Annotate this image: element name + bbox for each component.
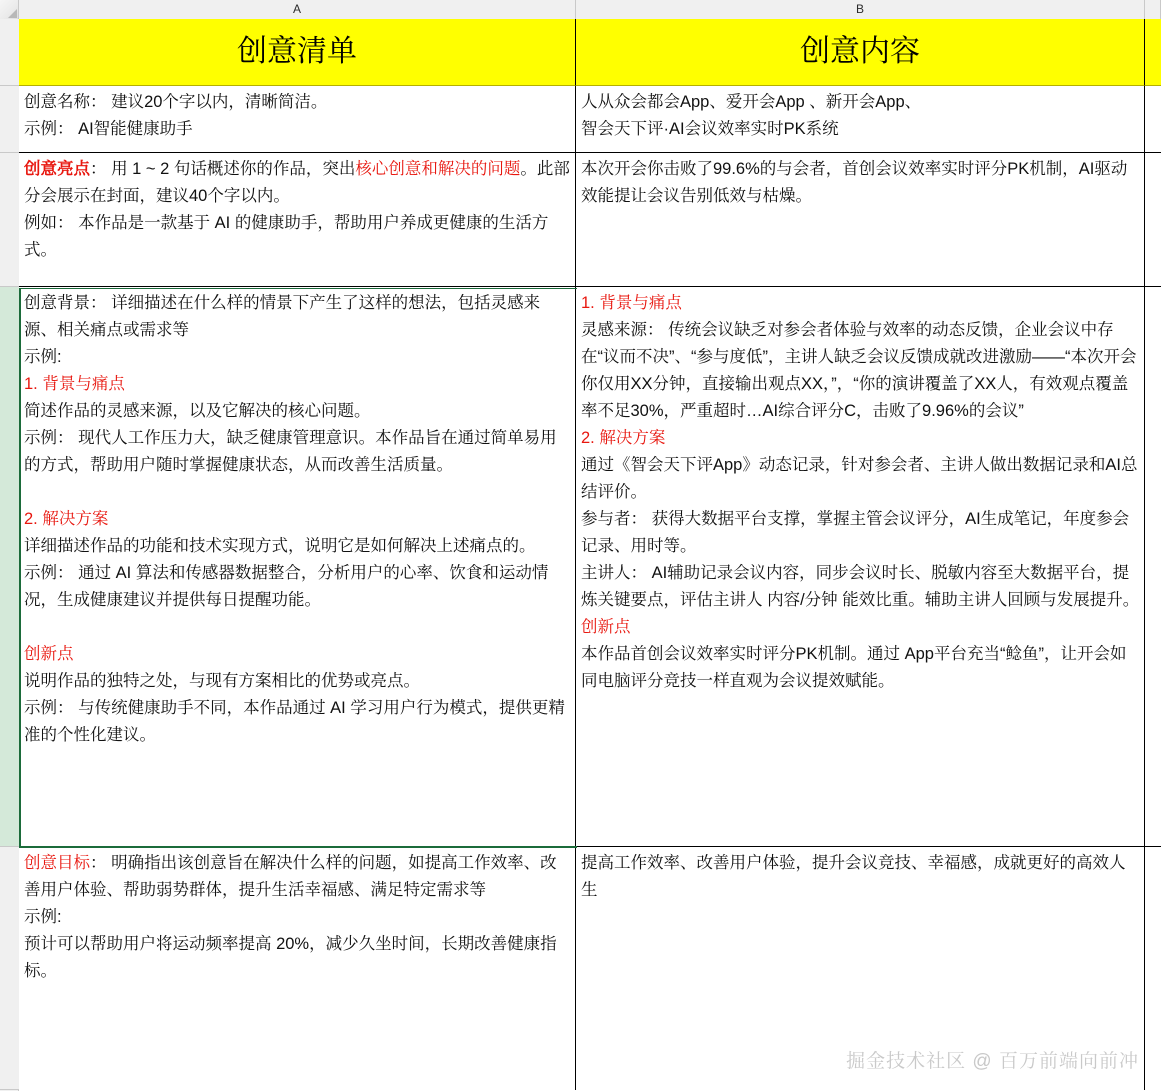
cell-line: 详细描述作品的功能和技术实现方式，说明它是如何解决上述痛点的。 (24, 537, 536, 555)
cell-line: 示例: (24, 348, 62, 366)
cell-a5-goal[interactable] (19, 847, 576, 1090)
cell-line: 创意名称： 建议20个字以内，清晰简洁。 (24, 93, 328, 111)
table-row (19, 153, 1161, 287)
row-header-3[interactable] (0, 153, 19, 287)
table-row (19, 287, 1161, 847)
cell-line: 预计可以帮助用户将运动频率提高 20%，减少久坐时间，长期改善健康指标。 (24, 935, 557, 980)
cell-label: 创意目标 (24, 854, 90, 872)
cell-line: 本作品首创会议效率实时评分PK机制。通过 App平台充当“鲶鱼”，让开会如同电脑评分竞技一样直观为会议提效赋能。 (581, 645, 1127, 690)
cell-text: ： 用 1 ~ 2 句话概述你的作品，突出 (90, 160, 356, 178)
cell-subheading: 1. 背景与痛点 (581, 294, 682, 312)
select-all-corner[interactable] (0, 0, 19, 19)
cell-line: 说明作品的独特之处，与现有方案相比的优势或亮点。 (24, 672, 420, 690)
cell-grid (19, 19, 1161, 1091)
table-row-header (19, 19, 1161, 86)
cell-a1-title[interactable]: 创意清单 (19, 19, 576, 86)
cell-b2-name[interactable] (576, 86, 1145, 153)
cell-line: 人从众会都会App、爱开会App 、新开会App、 (581, 93, 922, 111)
cell-c4[interactable] (1145, 287, 1161, 847)
cell-line: 主讲人： AI辅助记录会议内容，同步会议时长、脱敏内容至大数据平台，提炼关键要点，评估主讲人 内容/分钟 能效比重。辅助主讲人回顾与发展提升。 (581, 564, 1140, 609)
cell-line: 智会天下评·AI会议效率实时PK系统 (581, 120, 839, 138)
column-header-c[interactable] (1145, 0, 1161, 19)
cell-line: 参与者： 获得大数据平台支撑，掌握主管会议评分，AI生成笔记，年度参会记录、用时等。 (581, 510, 1130, 555)
row-header-5[interactable] (0, 847, 19, 1090)
cell-text: ： 明确指出该创意旨在解决什么样的问题，如提高工作效率、改善用户体验、帮助弱势群体，提升生活幸福感、满足特定需求等 (24, 854, 557, 899)
column-header-a[interactable]: A (19, 0, 576, 19)
cell-line: 简述作品的灵感来源，以及它解决的核心问题。 (24, 402, 371, 420)
column-header-row (0, 0, 1161, 19)
cell-label: 创意亮点 (24, 160, 90, 178)
cell-subheading: 创新点 (581, 618, 631, 636)
cell-line: 示例： 通过 AI 算法和传感器数据整合，分析用户的心率、饮食和运动情况，生成健康建议并提供每日提醒功能。 (24, 564, 549, 609)
cell-line: 示例： 与传统健康助手不同，本作品通过 AI 学习用户行为模式，提供更精准的个性化建议。 (24, 699, 565, 744)
cell-line: 示例： AI智能健康助手 (24, 120, 193, 138)
cell-line: 本次开会你击败了99.6%的与会者，首创会议效率实时评分PK机制，AI驱动效能提让会议告别低效与枯燥。 (581, 160, 1128, 205)
cell-c5[interactable] (1145, 847, 1161, 1090)
cell-emphasis: 核心创意和解决的问题 (355, 160, 521, 178)
cell-line: 示例: (24, 908, 62, 926)
cell-line: 通过《智会天下评App》动态记录，针对参会者、主讲人做出数据记录和AI总结评价。 (581, 456, 1138, 501)
row-header-4[interactable] (0, 287, 19, 847)
cell-subheading: 创新点 (24, 645, 74, 663)
cell-a2-name[interactable] (19, 86, 576, 153)
cell-line: 例如： 本作品是一款基于 AI 的健康助手，帮助用户养成更健康的生活方式。 (24, 214, 549, 259)
cell-c1[interactable] (1145, 19, 1161, 86)
watermark: 掘金技术社区 @ 百万前端向前冲 (846, 1051, 1139, 1072)
cell-a4-background[interactable] (19, 287, 576, 847)
cell-line: 提高工作效率、改善用户体验，提升会议竞技、幸福感，成就更好的高效人生 (581, 854, 1126, 899)
cell-text: 。此部分会展示在封面，建议40个字以内。 (24, 160, 570, 205)
column-header-b[interactable]: B (576, 0, 1145, 19)
cell-line-blank (24, 614, 571, 641)
table-row (19, 86, 1161, 153)
cell-b3-highlight[interactable] (576, 153, 1145, 287)
cell-b4-background[interactable] (576, 287, 1145, 847)
cell-subheading: 2. 解决方案 (24, 510, 109, 528)
cell-line: 示例： 现代人工作压力大，缺乏健康管理意识。本作品旨在通过简单易用的方式，帮助用户随时掌握健康状态，从而改善生活质量。 (24, 429, 557, 474)
cell-line: 创意背景： 详细描述在什么样的情景下产生了这样的想法，包括灵感来源、相关痛点或需求等 (24, 294, 541, 339)
cell-b1-title[interactable]: 创意内容 (576, 19, 1145, 86)
row-header-1[interactable] (0, 19, 19, 86)
row-header-gutter (0, 19, 19, 1091)
cell-c3[interactable] (1145, 153, 1161, 287)
cell-subheading: 2. 解决方案 (581, 429, 666, 447)
cell-line: 灵感来源： 传统会议缺乏对参会者体验与效率的动态反馈，企业会议中存在“议而不决”、“参与度低”，主讲人缺乏会议反馈成就改进激励——“本次开会你仅用XX分钟，直接输出观点XX，”，“你的演讲覆盖了XX人，有效观点覆盖率不足30%，严重超时…AI综合评分C，击败了9.96%的会议” (581, 321, 1137, 420)
cell-subheading: 1. 背景与痛点 (24, 375, 125, 393)
cell-a3-highlight[interactable] (19, 153, 576, 287)
cell-line-blank (24, 479, 571, 506)
cell-c2[interactable] (1145, 86, 1161, 153)
row-header-2[interactable] (0, 86, 19, 153)
